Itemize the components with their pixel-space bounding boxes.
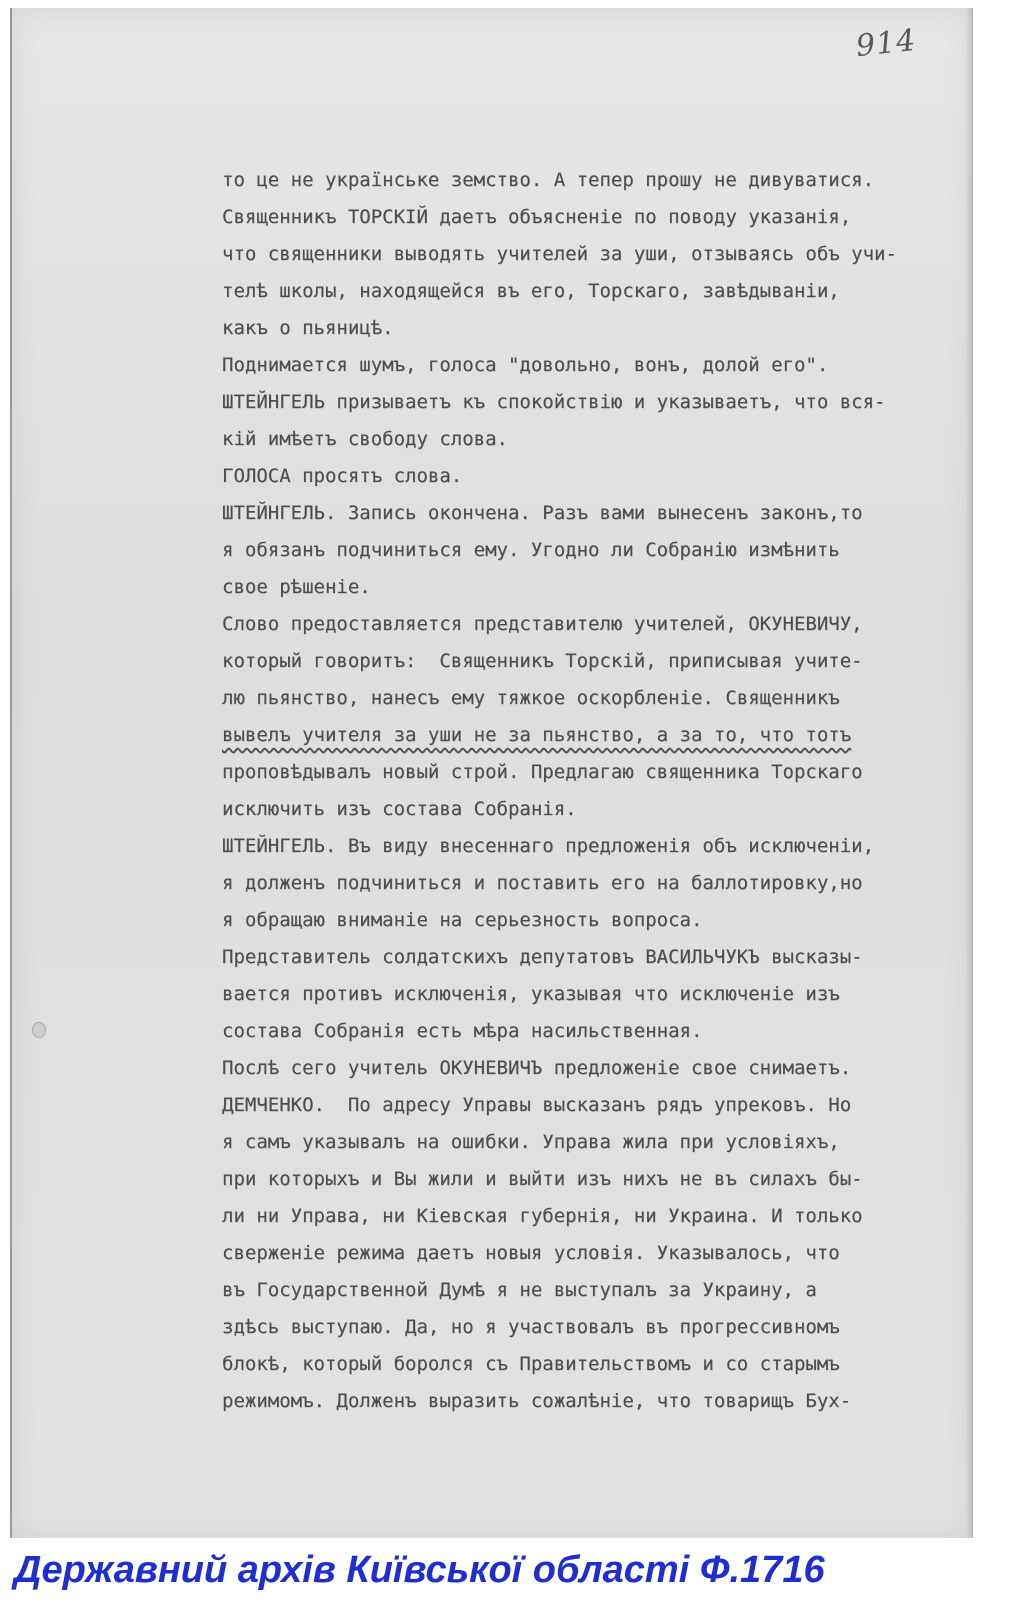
text-line: ШТЕЙНГЕЛЬ призываетъ къ спокойствію и указываетъ, что вся- [222,391,886,413]
text-line: что священники выводять учителей за уши, отзываясь объ учи- [222,243,897,265]
text-line: я обязанъ подчинитьcя ему. Угодно ли Собранію измѣнить [222,539,840,561]
text-line: кій имѣетъ свободу слова. [222,428,508,450]
typewritten-text [222,162,952,1420]
text-line: въ Государственной Думѣ я не выступалъ за Украину, а [222,1279,817,1301]
text-line: который говоритъ: Священникъ Торскій, приписывая учите- [222,650,863,672]
text-line: при которыхъ и Вы жили и выйти изъ нихъ не въ силахъ бы- [222,1168,863,1190]
text-line: лю пьянство, нанесъ ему тяжкое оскорбленіе. Священникъ [222,687,840,709]
text-line: Слово предоставляется представителю учителей, ОКУНЕВИЧУ, [222,613,863,635]
text-line: состава Собранія есть мѣра насильственная. [222,1020,703,1042]
text-line: проповѣдывалъ новый строй. Предлагаю священника Торскаго [222,761,863,783]
text-line: ГОЛОСА просятъ слова. [222,465,463,487]
archive-caption: Державний архів Київської області Ф.1716 [14,1549,825,1591]
text-line: ШТЕЙНГЕЛЬ. Въ виду внесеннаго предложенія объ исключеніи, [222,835,875,857]
binding-hole-mark [32,1022,46,1038]
text-line: здѣсь выступаю. Да, но я участвовалъ въ прогрессивномъ [222,1316,840,1338]
text-line: ли ни Управа, ни Кіевская губернія, ни Украина. И только [222,1205,863,1227]
text-line: ШТЕЙНГЕЛЬ. Запись окончена. Разъ вами вынесенъ законъ,то [222,502,863,524]
text-line: исключить изъ состава Собранія. [222,798,577,820]
text-line: Священникъ ТОРСКІЙ даетъ объясненіе по поводу указанія, [222,206,852,228]
text-line: сверженіе режима даетъ новыя условія. Указывалось, что [222,1242,840,1264]
text-line-underlined: вывелъ учителя за уши не за пьянство, а за то, что тотъ [222,724,852,746]
archive-page-number: 914 [854,22,918,65]
text-line: телѣ школы, находящейся въ его, Торскаго, завѣдываніи, [222,280,840,302]
text-line: какъ о пьяницѣ. [222,317,394,339]
text-line: я обращаю вниманіе на серьезность вопроса. [222,909,703,931]
paper-edge-shadow [966,8,972,1538]
text-line: я самъ указывалъ на ошибки. Управа жила при условіяхъ, [222,1131,840,1153]
text-line: вается противъ исключенія, указывая что исключеніе изъ [222,983,840,1005]
text-line: Поднимается шумъ, голоса "довольно, вонъ, долой его". [222,354,829,376]
text-line: Послѣ сего учитель ОКУНЕВИЧЪ предложеніе свое снимаетъ. [222,1057,852,1079]
text-line: то це не українське земство. А тепер прошу не дивуватися. [222,169,875,191]
text-line: режимомъ. Долженъ выразить сожалѣніе, что товарищъ Бух- [222,1390,852,1412]
text-line: блокѣ, который боролся съ Правительствомъ и со старымъ [222,1353,840,1375]
text-line: Представитель солдатскихъ депутатовъ ВАСИЛЬЧУКЪ высказы- [222,946,863,968]
text-line: ДЕМЧЕНКО. По адресу Управы высказанъ рядъ упрековъ. Но [222,1094,852,1116]
text-line: свое рѣшеніе. [222,576,371,598]
text-line: я долженъ подчиниться и поставить его на баллотировку,но [222,872,863,894]
